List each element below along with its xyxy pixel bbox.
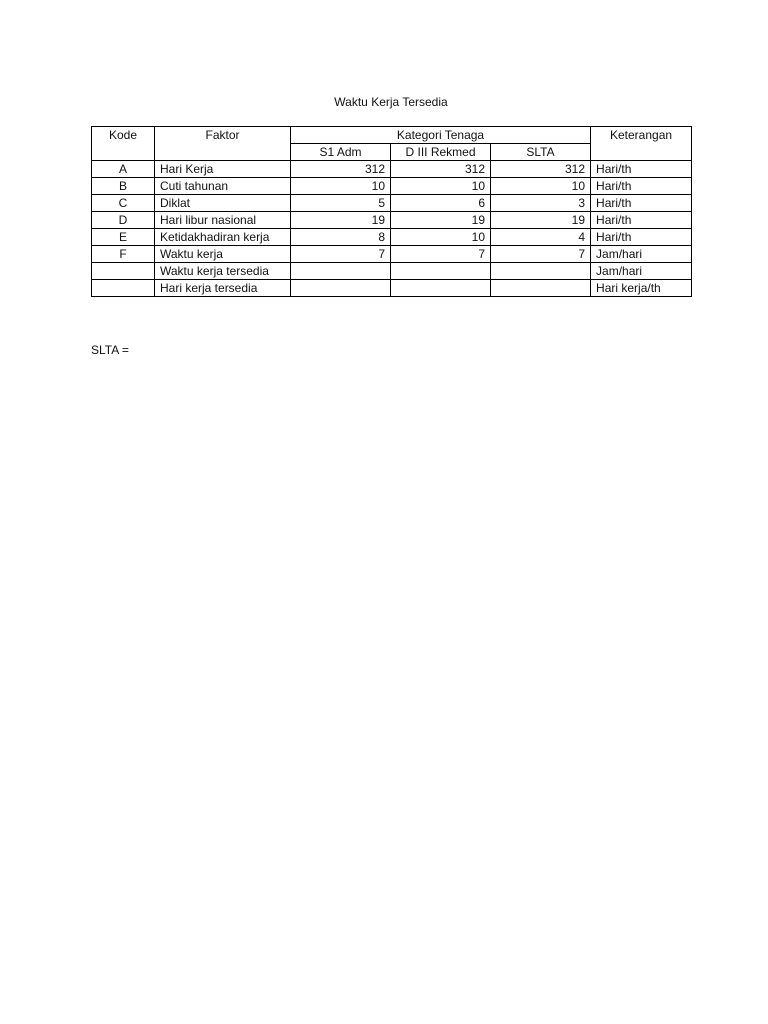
document-title: Waktu Kerja Tersedia bbox=[334, 95, 448, 109]
cell-kode: D bbox=[92, 212, 155, 229]
cell-d3-rekmed bbox=[391, 263, 491, 280]
cell-faktor: Hari kerja tersedia bbox=[155, 280, 291, 297]
header-slta: SLTA bbox=[491, 144, 591, 161]
cell-keterangan: Hari/th bbox=[591, 229, 692, 246]
cell-s1-adm: 312 bbox=[291, 161, 391, 178]
cell-kode: B bbox=[92, 178, 155, 195]
header-keterangan: Keterangan bbox=[591, 127, 692, 161]
cell-slta: 4 bbox=[491, 229, 591, 246]
table-row bbox=[92, 263, 692, 280]
slta-note: SLTA = bbox=[91, 343, 129, 357]
cell-d3-rekmed: 7 bbox=[391, 246, 491, 263]
cell-keterangan: Jam/hari bbox=[591, 246, 692, 263]
header-kategori-tenaga: Kategori Tenaga bbox=[291, 127, 591, 144]
cell-s1-adm bbox=[291, 263, 391, 280]
cell-kode bbox=[92, 280, 155, 297]
cell-keterangan: Hari/th bbox=[591, 212, 692, 229]
header-d3-rekmed: D III Rekmed bbox=[391, 144, 491, 161]
cell-faktor: Waktu kerja tersedia bbox=[155, 263, 291, 280]
cell-slta bbox=[491, 280, 591, 297]
cell-s1-adm: 10 bbox=[291, 178, 391, 195]
cell-keterangan: Hari/th bbox=[591, 178, 692, 195]
cell-kode bbox=[92, 263, 155, 280]
cell-s1-adm: 19 bbox=[291, 212, 391, 229]
cell-faktor: Cuti tahunan bbox=[155, 178, 291, 195]
cell-faktor: Hari libur nasional bbox=[155, 212, 291, 229]
cell-slta: 10 bbox=[491, 178, 591, 195]
cell-keterangan: Hari/th bbox=[591, 161, 692, 178]
cell-d3-rekmed: 312 bbox=[391, 161, 491, 178]
table-row bbox=[92, 280, 692, 297]
cell-slta: 3 bbox=[491, 195, 591, 212]
cell-d3-rekmed: 19 bbox=[391, 212, 491, 229]
header-kode: Kode bbox=[92, 127, 155, 161]
cell-d3-rekmed bbox=[391, 280, 491, 297]
cell-kode: F bbox=[92, 246, 155, 263]
table-row bbox=[92, 229, 692, 246]
cell-d3-rekmed: 6 bbox=[391, 195, 491, 212]
table-row bbox=[92, 246, 692, 263]
table-row bbox=[92, 178, 692, 195]
cell-d3-rekmed: 10 bbox=[391, 229, 491, 246]
cell-faktor: Diklat bbox=[155, 195, 291, 212]
cell-keterangan: Hari/th bbox=[591, 195, 692, 212]
work-time-table bbox=[91, 126, 692, 297]
cell-slta bbox=[491, 263, 591, 280]
cell-keterangan: Hari kerja/th bbox=[591, 280, 692, 297]
cell-faktor: Waktu kerja bbox=[155, 246, 291, 263]
cell-s1-adm: 7 bbox=[291, 246, 391, 263]
table-row bbox=[92, 195, 692, 212]
table-row bbox=[92, 161, 692, 178]
cell-faktor: Ketidakhadiran kerja bbox=[155, 229, 291, 246]
cell-kode: C bbox=[92, 195, 155, 212]
cell-slta: 312 bbox=[491, 161, 591, 178]
cell-slta: 7 bbox=[491, 246, 591, 263]
cell-s1-adm: 8 bbox=[291, 229, 391, 246]
header-s1-adm: S1 Adm bbox=[291, 144, 391, 161]
cell-slta: 19 bbox=[491, 212, 591, 229]
header-row-top bbox=[92, 127, 692, 144]
cell-kode: A bbox=[92, 161, 155, 178]
cell-kode: E bbox=[92, 229, 155, 246]
table-row bbox=[92, 212, 692, 229]
cell-faktor: Hari Kerja bbox=[155, 161, 291, 178]
header-faktor: Faktor bbox=[155, 127, 291, 161]
cell-s1-adm: 5 bbox=[291, 195, 391, 212]
cell-d3-rekmed: 10 bbox=[391, 178, 491, 195]
cell-keterangan: Jam/hari bbox=[591, 263, 692, 280]
cell-s1-adm bbox=[291, 280, 391, 297]
